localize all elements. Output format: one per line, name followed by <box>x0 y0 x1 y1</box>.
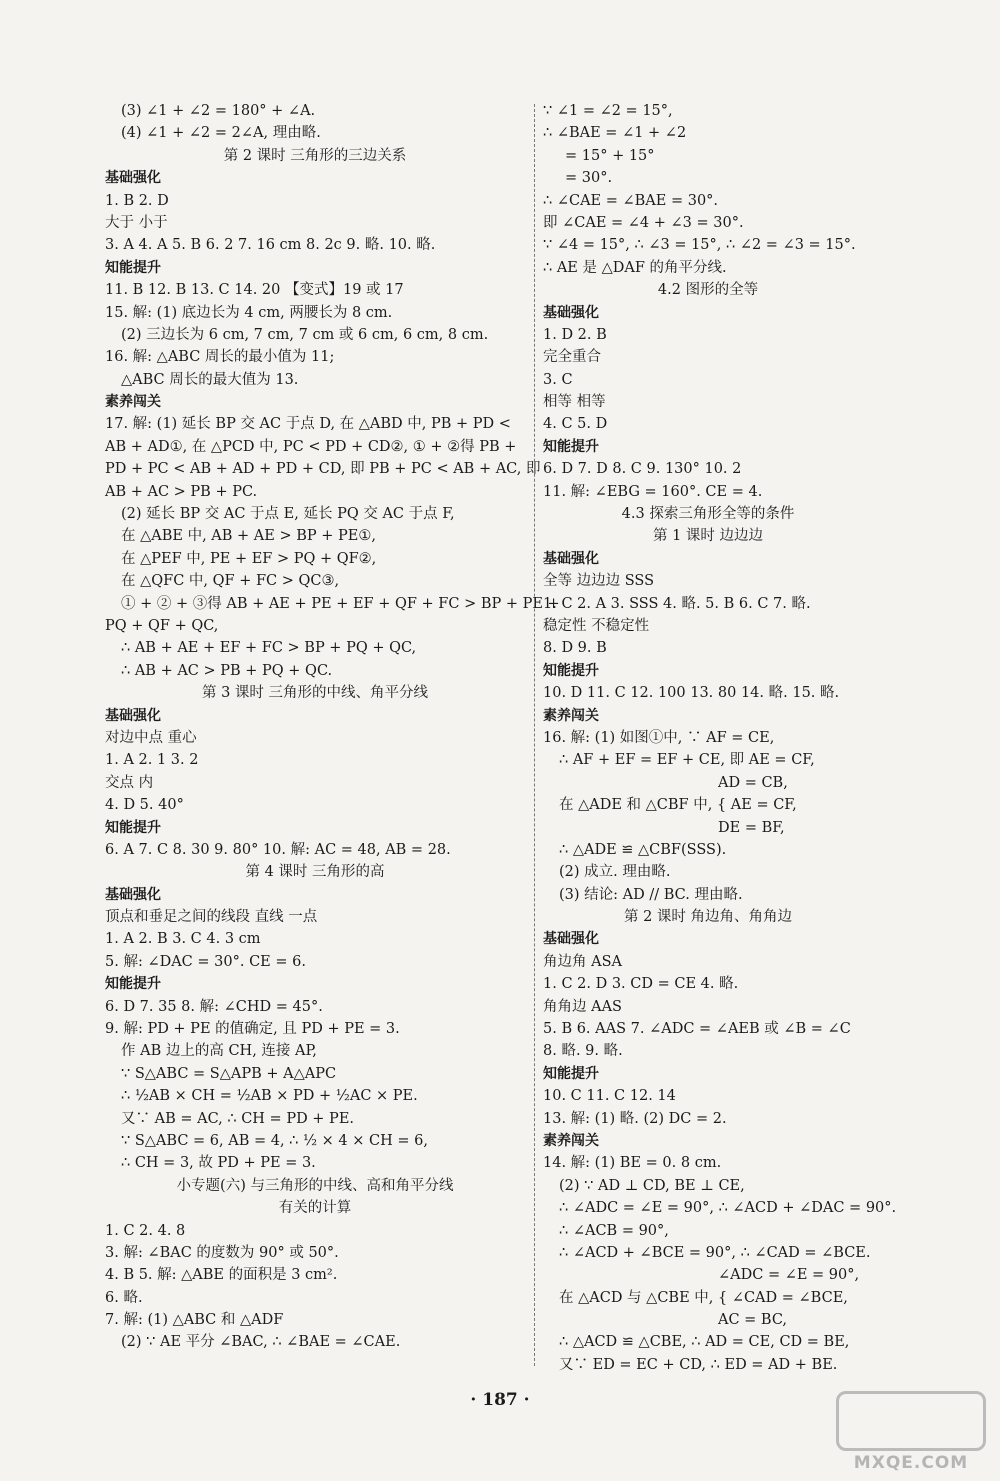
section-heading: 知能提升 <box>543 662 599 679</box>
answer-line: ∴ ∠ACD + ∠BCE = 90°, ∴ ∠CAD = ∠BCE. <box>559 1244 871 1261</box>
answer-line: 4. B 5. 解: △ABE 的面积是 3 cm². <box>105 1267 338 1284</box>
answer-line: 作 AB 边上的高 CH, 连接 AP, <box>121 1043 317 1060</box>
section-heading: 基础强化 <box>543 550 599 567</box>
answer-line: 7. 解: (1) △ABC 和 △ADF <box>105 1312 284 1329</box>
answer-line: (4) ∠1 + ∠2 = 2∠A, 理由略. <box>121 125 321 142</box>
answer-line: 1. C 2. A 3. SSS 4. 略. 5. B 6. C 7. 略. <box>543 595 811 612</box>
answer-line: 顶点和垂足之间的线段 直线 一点 <box>105 909 318 926</box>
section-heading: 基础强化 <box>105 170 161 187</box>
answer-line: AB + AC > PB + PC. <box>105 483 258 500</box>
answer-line: (2) 成立. 理由略. <box>559 864 671 881</box>
answer-line: 17. 解: (1) 延长 BP 交 AC 于点 D, 在 △ABD 中, PB + PD < <box>105 416 511 433</box>
answer-line: 15. 解: (1) 底边长为 4 cm, 两腰长为 8 cm. <box>105 304 393 321</box>
section-heading: 素养闯关 <box>543 1132 599 1149</box>
answer-line: 8. D 9. B <box>543 640 607 657</box>
answer-line: = 30°. <box>565 170 613 187</box>
answer-line: 全等 边边边 SSS <box>543 573 655 590</box>
answer-line: 交点 内 <box>105 774 154 791</box>
answer-line: 对边中点 重心 <box>105 729 197 746</box>
page-number: · 187 · <box>470 1390 530 1410</box>
answer-line: 角角边 AAS <box>543 998 622 1015</box>
answer-line: (3) 结论: AD // BC. 理由略. <box>559 886 743 903</box>
answer-line: 4. D 5. 40° <box>105 797 184 814</box>
answer-line: 3. C <box>543 371 573 388</box>
answer-line: ∴ ∠BAE = ∠1 + ∠2 <box>543 125 687 142</box>
answer-line: 相等 相等 <box>543 394 606 411</box>
answer-line: ∴ ∠CAE = ∠BAE = 30°. <box>543 192 719 209</box>
answer-line: 1. A 2. B 3. C 4. 3 cm <box>105 931 261 948</box>
answer-line: 6. A 7. C 8. 30 9. 80° 10. 解: AC = 48, AB = 28. <box>105 841 451 858</box>
answer-line: 10. D 11. C 12. 100 13. 80 14. 略. 15. 略. <box>543 685 840 702</box>
answer-line: ① + ② + ③得 AB + AE + PE + EF + QF + FC > BP + PE + <box>121 595 560 612</box>
answer-line: ∴ AB + AC > PB + PQ + QC. <box>121 662 333 679</box>
answer-line: 在 △ADE 和 △CBF 中, { AE = CF, <box>559 797 797 814</box>
answer-line: 角边角 ASA <box>543 953 622 970</box>
lesson-title: 小专题(六) 与三角形的中线、高和角平分线 <box>176 1177 454 1194</box>
section-heading: 素养闯关 <box>105 394 161 411</box>
answer-line: ∴ ∠ADC = ∠E = 90°, ∴ ∠ACD + ∠DAC = 90°. <box>559 1200 897 1217</box>
answer-line: ∴ ∠ACB = 90°, <box>559 1222 669 1239</box>
section-heading: 基础强化 <box>543 931 599 948</box>
left-column <box>105 100 560 1354</box>
answer-line: 9. 解: PD + PE 的值确定, 且 PD + PE = 3. <box>105 1021 400 1038</box>
lesson-title: 第 4 课时 三角形的高 <box>245 864 385 881</box>
answer-line: 大于 小于 <box>105 214 168 231</box>
answer-line: 在 △ACD 与 △CBE 中, { ∠CAD = ∠BCE, <box>559 1289 848 1306</box>
answer-line: AD = CB, <box>718 774 788 791</box>
answer-line: 6. 略. <box>105 1289 143 1306</box>
answer-line: 1. A 2. 1 3. 2 <box>105 752 199 769</box>
section-heading: 知能提升 <box>105 259 161 276</box>
watermark-text: MXQE.COM <box>853 1453 969 1473</box>
answer-line: 1. B 2. D <box>105 192 169 209</box>
lesson-title: 4.2 图形的全等 <box>657 282 759 299</box>
lesson-title: 第 2 课时 三角形的三边关系 <box>223 147 407 164</box>
answer-line: AB + AD①, 在 △PCD 中, PC < PD + CD②, ① + ②得 PB + <box>105 438 517 455</box>
answer-line: 3. 解: ∠BAC 的度数为 90° 或 50°. <box>105 1244 339 1261</box>
answer-line: (3) ∠1 + ∠2 = 180° + ∠A. <box>121 103 316 119</box>
section-heading: 知能提升 <box>543 1065 599 1082</box>
answer-line: = 15° + 15° <box>565 147 655 164</box>
answer-line: (2) ∵ AD ⊥ CD, BE ⊥ CE, <box>559 1177 745 1194</box>
watermark <box>836 1391 986 1473</box>
section-heading: 知能提升 <box>105 976 161 993</box>
answer-line: ∵ S△ABC = 6, AB = 4, ∴ ½ × 4 × CH = 6, <box>121 1132 428 1149</box>
answer-line: 在 △QFC 中, QF + FC > QC③, <box>121 573 340 590</box>
right-column <box>543 100 897 1376</box>
watermark-logo-icon <box>836 1391 986 1451</box>
answer-line: AC = BC, <box>718 1312 788 1329</box>
answer-line: ∴ AE 是 △DAF 的角平分线. <box>543 259 727 276</box>
answer-line: PD + PC < AB + AD + PD + CD, 即 PB + PC < AB + AC, 即 <box>105 461 541 478</box>
lesson-title: 有关的计算 <box>278 1200 352 1217</box>
answer-line: 1. C 2. D 3. CD = CE 4. 略. <box>543 976 739 993</box>
section-heading: 基础强化 <box>105 886 161 903</box>
answer-line: 11. 解: ∠EBG = 160°. CE = 4. <box>543 483 763 500</box>
answer-line: △ABC 周长的最大值为 13. <box>121 371 299 388</box>
answer-line: 6. D 7. D 8. C 9. 130° 10. 2 <box>543 461 742 478</box>
answer-line: ∵ ∠4 = 15°, ∴ ∠3 = 15°, ∴ ∠2 = ∠3 = 15°. <box>543 237 856 254</box>
answer-line: 6. D 7. 35 8. 解: ∠CHD = 45°. <box>105 998 323 1015</box>
answer-line: 3. A 4. A 5. B 6. 2 7. 16 cm 8. 2c 9. 略. 10. 略. <box>105 237 436 254</box>
answer-line: ∴ △ACD ≌ △CBE, ∴ AD = CE, CD = BE, <box>559 1334 850 1351</box>
answer-line: ∴ CH = 3, 故 PD + PE = 3. <box>121 1155 316 1172</box>
answer-line: (2) ∵ AE 平分 ∠BAC, ∴ ∠BAE = ∠CAE. <box>121 1334 401 1351</box>
answer-line: 完全重合 <box>543 349 601 366</box>
answer-line: 13. 解: (1) 略. (2) DC = 2. <box>543 1110 727 1127</box>
answer-line: (2) 延长 BP 交 AC 于点 E, 延长 PQ 交 AC 于点 F, <box>121 506 455 523</box>
answer-line: ∴ AB + AE + EF + FC > BP + PQ + QC, <box>121 640 417 657</box>
answer-line: ∴ ½AB × CH = ½AB × PD + ½AC × PE. <box>121 1088 418 1105</box>
answer-line: ∠ADC = ∠E = 90°, <box>718 1267 860 1284</box>
answer-line: 4. C 5. D <box>543 416 608 433</box>
answer-line: ∵ S△ABC = S△APB + A△APC <box>121 1065 337 1082</box>
section-heading: 基础强化 <box>105 707 161 724</box>
answer-line: ∵ ∠1 = ∠2 = 15°, <box>543 103 673 119</box>
answer-line: 11. B 12. B 13. C 14. 20 【变式】19 或 17 <box>105 282 404 299</box>
answer-line: 16. 解: △ABC 周长的最小值为 11; <box>105 349 335 366</box>
section-heading: 基础强化 <box>543 304 599 321</box>
answer-line: 在 △ABE 中, AB + AE > BP + PE①, <box>121 528 376 545</box>
column-divider <box>534 104 535 1366</box>
section-heading: 知能提升 <box>105 819 161 836</box>
answer-line: 1. C 2. 4. 8 <box>105 1222 186 1239</box>
answer-line: 5. 解: ∠DAC = 30°. CE = 6. <box>105 953 306 970</box>
answer-line: 16. 解: (1) 如图①中, ∵ AF = CE, <box>543 729 775 746</box>
answer-line: 8. 略. 9. 略. <box>543 1043 623 1060</box>
lesson-title: 第 1 课时 边边边 <box>652 528 764 545</box>
answer-line: 5. B 6. AAS 7. ∠ADC = ∠AEB 或 ∠B = ∠C <box>543 1021 851 1038</box>
answer-line: 又∵ ED = EC + CD, ∴ ED = AD + BE. <box>559 1356 838 1373</box>
lesson-title: 4.3 探索三角形全等的条件 <box>621 506 795 523</box>
answer-line: 又∵ AB = AC, ∴ CH = PD + PE. <box>121 1110 355 1127</box>
answer-line: 1. D 2. B <box>543 326 607 343</box>
answer-line: DE = BF, <box>718 819 785 836</box>
answer-line: 10. C 11. C 12. 14 <box>543 1088 676 1105</box>
section-heading: 素养闯关 <box>543 707 599 724</box>
section-heading: 知能提升 <box>543 438 599 455</box>
answer-line: 14. 解: (1) BE = 0. 8 cm. <box>543 1155 722 1172</box>
lesson-title: 第 3 课时 三角形的中线、角平分线 <box>201 685 429 702</box>
answer-line: 稳定性 不稳定性 <box>543 617 650 634</box>
answer-line: PQ + QF + QC, <box>105 617 219 634</box>
answer-line: 即 ∠CAE = ∠4 + ∠3 = 30°. <box>543 214 744 231</box>
answer-line: 在 △PEF 中, PE + EF > PQ + QF②, <box>121 550 377 567</box>
answer-line: ∴ AF + EF = EF + CE, 即 AE = CF, <box>559 752 815 769</box>
answer-line: (2) 三边长为 6 cm, 7 cm, 7 cm 或 6 cm, 6 cm, 8 cm. <box>121 326 489 343</box>
lesson-title: 第 2 课时 角边角、角角边 <box>623 909 793 926</box>
answer-line: ∴ △ADE ≌ △CBF(SSS). <box>559 841 727 858</box>
